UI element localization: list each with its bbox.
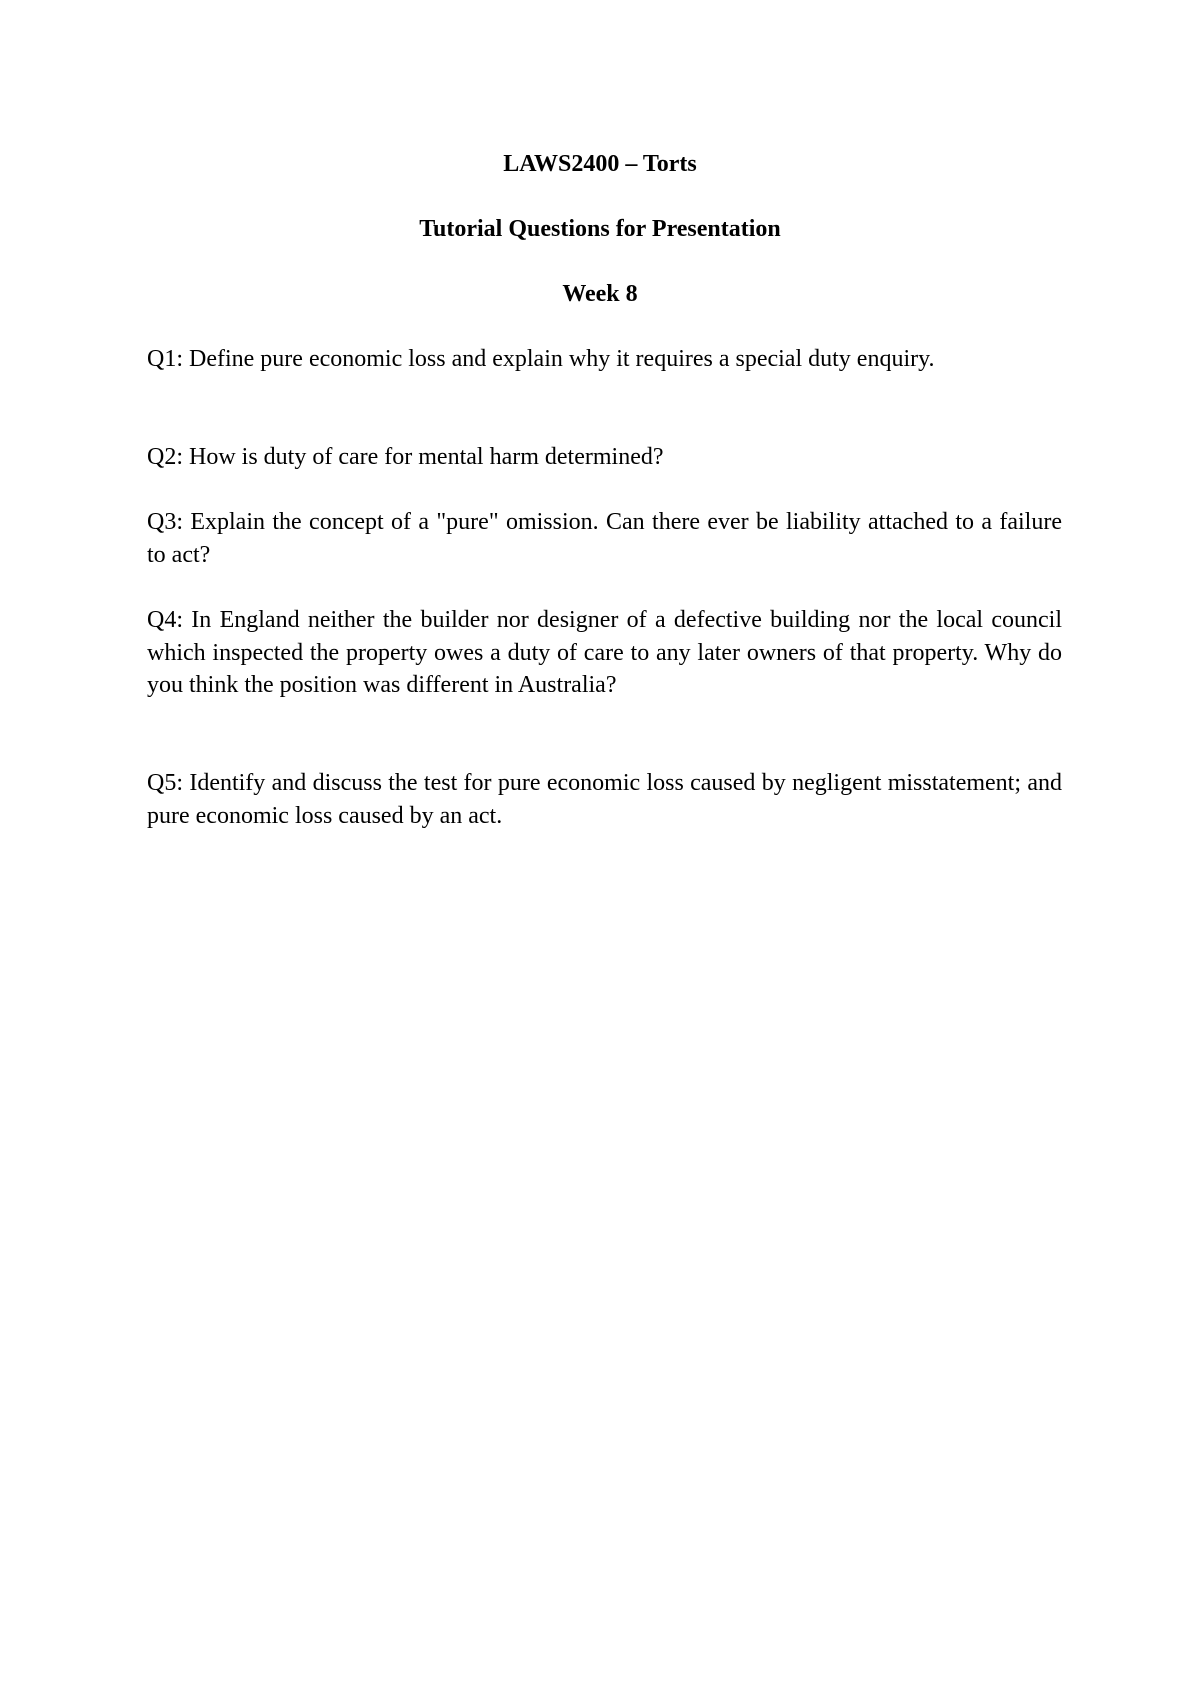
week-label: Week 8 [562,281,638,307]
question-3: Q3: Explain the concept of a "pure" omission. Can there ever be liability attached to a failure to act? [147,509,1062,568]
document-subtitle: Tutorial Questions for Presentation [419,216,781,242]
question-1: Q1: Define pure economic loss and explain why it requires a special duty enquiry. [147,346,935,372]
question-2: Q2: How is duty of care for mental harm determined? [147,444,664,470]
question-4: Q4: In England neither the builder nor designer of a defective building nor the local council which inspected the property owes a duty of care to any later owners of that property. Why do you think the position was different in Australia? [147,607,1062,698]
course-title: LAWS2400 – Torts [503,151,697,177]
question-5: Q5: Identify and discuss the test for pure economic loss caused by negligent misstatement; and pure economic loss caused by an act. [147,770,1062,829]
